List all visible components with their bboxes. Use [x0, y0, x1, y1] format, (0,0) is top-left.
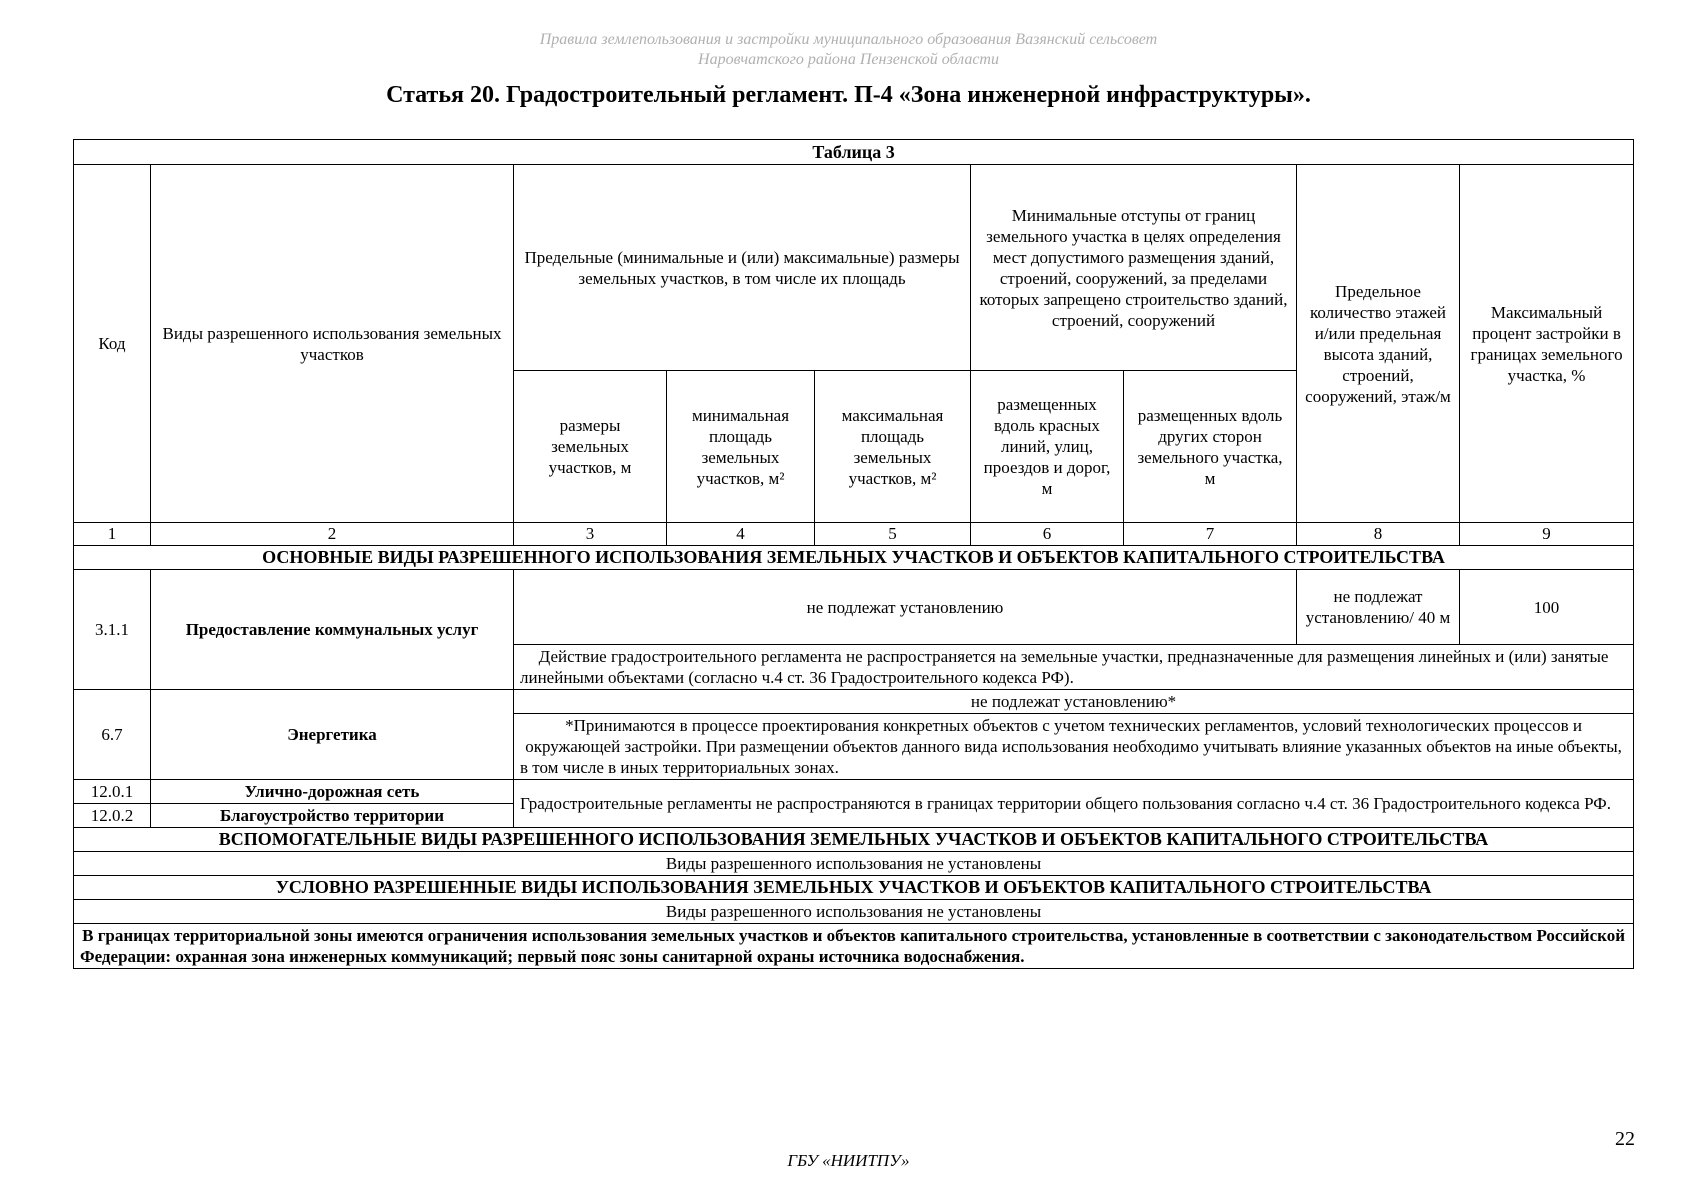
column-number: 3 — [514, 523, 667, 546]
column-number: 6 — [971, 523, 1124, 546]
public-territory-note: Градостроительные регламенты не распространяются в границах территории общего пользования согласно ч.4 ст. 36 Градостроительного кодекса РФ. — [514, 780, 1634, 828]
row-code: 3.1.1 — [74, 570, 151, 690]
header-max-floors: Предельное количество этажей и/или предельная высота зданий, строений, сооружений, этаж/м — [1297, 165, 1460, 523]
row-use-name: Улично-дорожная сеть — [151, 780, 514, 804]
header-min-area: минимальная площадь земельных участков, м² — [667, 371, 815, 523]
row-limits-value: не подлежат установлению* — [514, 690, 1634, 714]
column-number-row — [74, 523, 1634, 546]
running-header-line-1: Правила землепользования и застройки муниципального образования Вазянский сельсовет — [539, 31, 1158, 48]
table-label: Таблица 3 — [74, 140, 1634, 165]
header-setback-other: размещенных вдоль других сторон земельного участка, м — [1124, 371, 1297, 523]
row-note: Действие градостроительного регламента не распространяется на земельные участки, предназначенные для размещения линейных и (или) занятые линейными объектами (согласно ч.4 ст. 36 Градостроительного кодекса РФ). — [514, 645, 1634, 690]
column-number: 1 — [74, 523, 151, 546]
column-number: 4 — [667, 523, 815, 546]
row-code: 12.0.1 — [74, 780, 151, 804]
auxiliary-uses-section-heading: ВСПОМОГАТЕЛЬНЫЕ ВИДЫ РАЗРЕШЕННОГО ИСПОЛЬЗОВАНИЯ ЗЕМЕЛЬНЫХ УЧАСТКОВ И ОБЪЕКТОВ КАПИТАЛЬНОГО СТРОИТЕЛЬСТВА — [74, 828, 1634, 852]
header-setbacks: Минимальные отступы от границ земельного участка в целях определения мест допустимого размещения зданий, строений, сооружений, за пределами которых запрещено строительство зданий, строений, сооружений — [971, 165, 1297, 371]
page-number: 22 — [1615, 1128, 1635, 1150]
column-number: 7 — [1124, 523, 1297, 546]
row-code: 6.7 — [74, 690, 151, 780]
header-code: Код — [74, 165, 151, 523]
row-use-name: Предоставление коммунальных услуг — [151, 570, 514, 690]
row-floors-value: не подлежат установлению/ 40 м — [1297, 570, 1460, 645]
auxiliary-uses-value: Виды разрешенного использования не установлены — [74, 852, 1634, 876]
running-header-line-2: Наровчатского района Пензенской области — [698, 51, 999, 68]
conditional-uses-value: Виды разрешенного использования не установлены — [74, 900, 1634, 924]
column-number: 9 — [1460, 523, 1634, 546]
row-limits-value: не подлежат установлению — [514, 570, 1297, 645]
footer-organization: ГБУ «НИИТПУ» — [787, 1151, 910, 1170]
header-setback-red-lines: размещенных вдоль красных линий, улиц, проездов и дорог, м — [971, 371, 1124, 523]
row-code: 12.0.2 — [74, 804, 151, 828]
header-plot-sizes: размеры земельных участков, м — [514, 371, 667, 523]
row-use-name: Энергетика — [151, 690, 514, 780]
running-header — [0, 30, 1697, 70]
row-use-name: Благоустройство территории — [151, 804, 514, 828]
table-row — [74, 780, 1634, 804]
column-number: 8 — [1297, 523, 1460, 546]
header-max-area: максимальная площадь земельных участков, м² — [815, 371, 971, 523]
article-title: Статья 20. Градостроительный регламент. П-4 «Зона инженерной инфраструктуры». — [386, 82, 1311, 108]
header-plot-limits: Предельные (минимальные и (или) максимальные) размеры земельных участков, в том числе их площадь — [514, 165, 971, 371]
row-coverage-value: 100 — [1460, 570, 1634, 645]
column-number: 2 — [151, 523, 514, 546]
main-uses-section-heading: ОСНОВНЫЕ ВИДЫ РАЗРЕШЕННОГО ИСПОЛЬЗОВАНИЯ ЗЕМЕЛЬНЫХ УЧАСТКОВ И ОБЪЕКТОВ КАПИТАЛЬНОГО СТРОИТЕЛЬСТВА — [74, 546, 1634, 570]
regulation-table — [73, 139, 1634, 969]
header-use-types: Виды разрешенного использования земельных участков — [151, 165, 514, 523]
row-note: *Принимаются в процессе проектирования конкретных объектов с учетом технических регламентов, условий технологических процессов и окружающей застройки. При размещении объектов данного вида использования необходимо учитывать влияние указанных объектов на иные объекты, в том числе в иных территориальных зонах. — [514, 714, 1634, 780]
column-number: 5 — [815, 523, 971, 546]
table-row — [74, 690, 1634, 714]
table-row — [74, 570, 1634, 645]
restrictions-note: В границах территориальной зоны имеются ограничения использования земельных участков и объектов капитального строительства, установленные в соответствии с законодательством Российской Федерации: охранная зона инженерных коммуникаций; первый пояс зоны санитарной охраны источника водоснабжения. — [74, 924, 1634, 969]
conditional-uses-section-heading: УСЛОВНО РАЗРЕШЕННЫЕ ВИДЫ ИСПОЛЬЗОВАНИЯ ЗЕМЕЛЬНЫХ УЧАСТКОВ И ОБЪЕКТОВ КАПИТАЛЬНОГО СТРОИТЕЛЬСТВА — [74, 876, 1634, 900]
header-max-coverage: Максимальный процент застройки в границах земельного участка, % — [1460, 165, 1634, 523]
